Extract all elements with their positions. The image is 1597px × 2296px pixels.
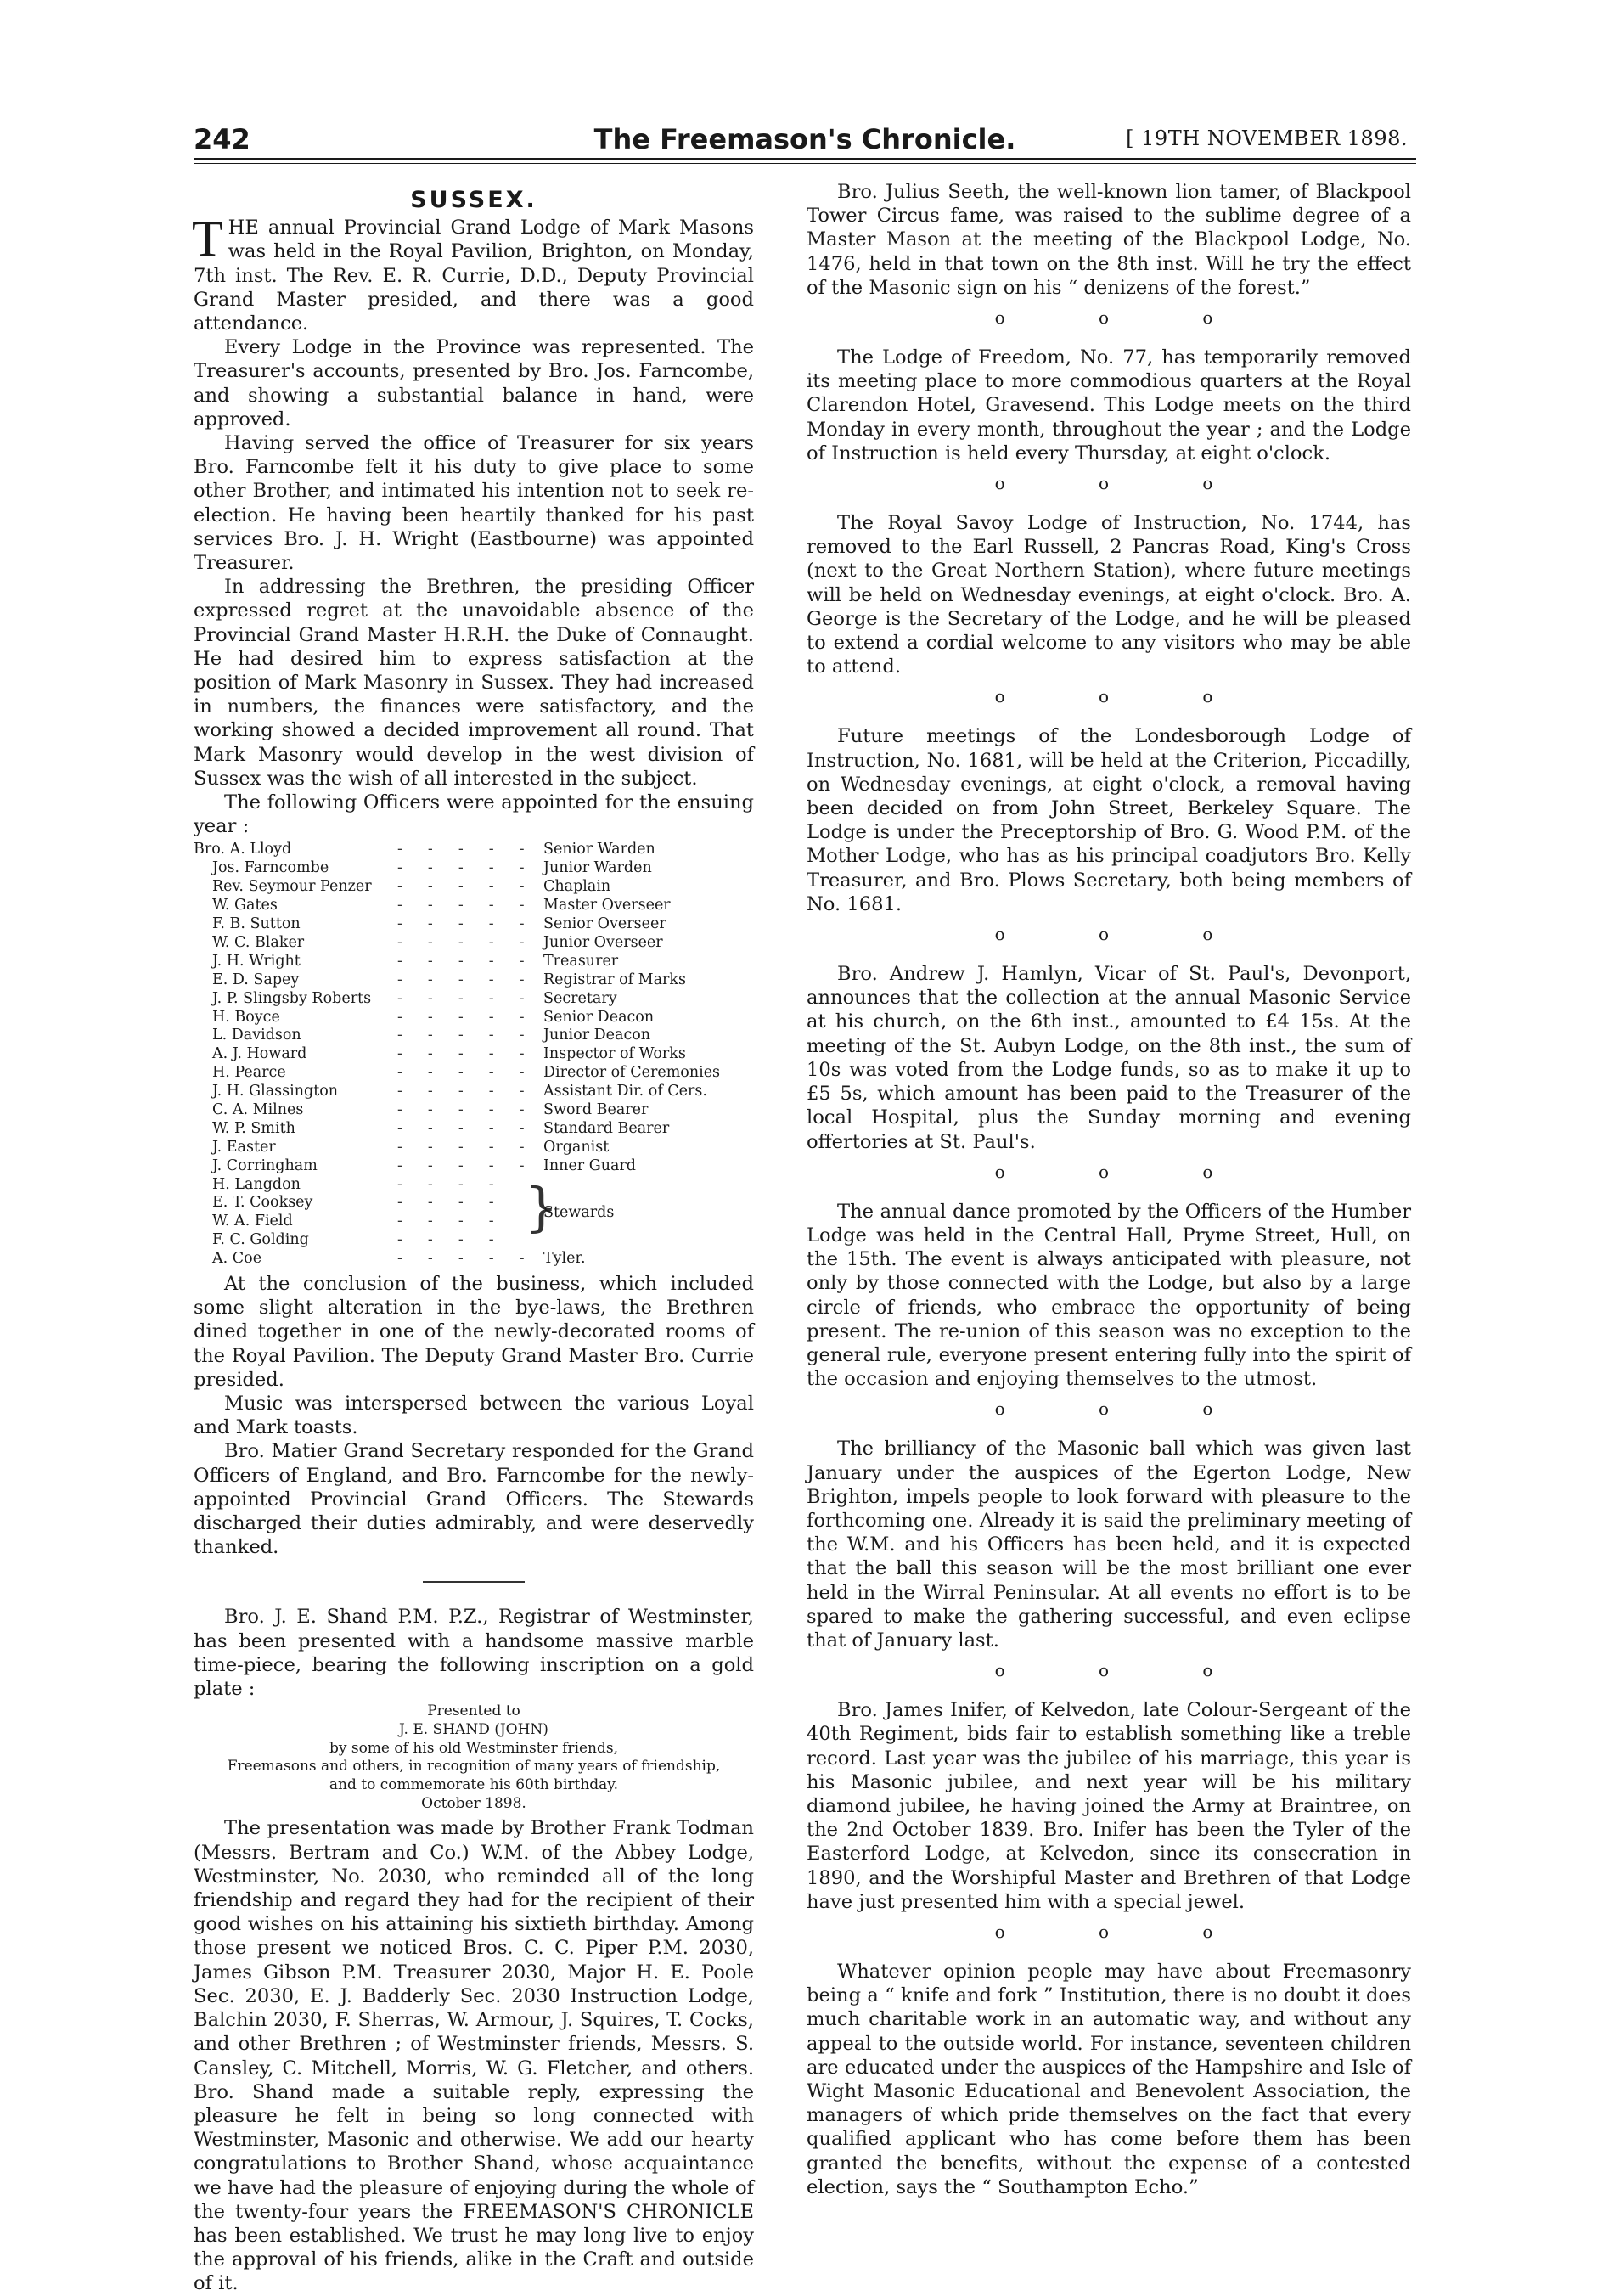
article-paragraph: Music was interspersed between the various Loyal and Mark toasts.	[194, 1393, 754, 1439]
officer-row: Rev. Seymour Penzer ----- Chaplain	[212, 878, 611, 896]
steward-row: E. T. Cooksey ----	[212, 1194, 520, 1212]
officer-row: J. Easter ----- Organist	[212, 1138, 610, 1156]
news-item: The Lodge of Freedom, No. 77, has temporarily removed its meeting place to more commodious quarters at the Royal Clarendon Hotel, Gravesend. This Lodge meets on the third Monday in every month, throughout the year ; and the Lodge of Instruction is held every Thursday, at eight o'clock.	[807, 346, 1411, 464]
steward-row: F. C. Golding ----	[212, 1231, 520, 1249]
item-separator: o o o	[994, 1921, 1257, 1942]
officer-row: F. B. Sutton ----- Senior Overseer	[212, 915, 666, 933]
inscription-line: by some of his old Westminster friends,	[329, 1739, 619, 1757]
news-item: Bro. Andrew J. Hamlyn, Vicar of St. Paul's, Devonport, announces that the collection at the annual Masonic Service at his church, on the 6th inst., amounted to £4 15s. At the meeting of the St. Aubyn Lodge, on the 8th inst., the sum of 10s was voted from the Lodge funds, so as to make it up to £5 5s, which amount has been paid to the Treasurer of the local Hospital, plus the Sunday morning and evening offertories at St. Paul's.	[807, 963, 1411, 1153]
item-separator: o o o	[994, 1660, 1257, 1681]
newspaper-title: The Freemason's Chronicle.	[593, 123, 1016, 155]
item-separator: o o o	[994, 1398, 1257, 1420]
officer-row: E. D. Sapey ----- Registrar of Marks	[212, 971, 686, 988]
article-paragraph: Every Lodge in the Province was represented. The Treasurer's accounts, presented by Bro. Jos. Farncombe, and showing a substantial balance in hand, were approved.	[194, 336, 754, 430]
inscription-line: J. E. SHAND (JOHN)	[399, 1720, 548, 1738]
section-divider	[423, 1581, 525, 1583]
officer-row: Bro. A. Lloyd ----- Senior Warden	[194, 841, 655, 858]
officer-row: W. Gates ----- Master Overseer	[212, 897, 671, 914]
item-separator: o o o	[994, 473, 1257, 494]
news-item: The Royal Savoy Lodge of Instruction, No. 1744, has removed to the Earl Russell, 2 Pancras Road, King's Cross (next to the Great Northern Station), where future meetings will be held on Wednesday evenings, at eight o'clock. Bro. A. George is the Secretary of the Lodge, and he will be pleased to extend a cordial welcome to any visitors who may be able to attend.	[807, 512, 1411, 678]
header-rule	[194, 158, 1416, 160]
article-paragraph: THE annual Provincial Grand Lodge of Mark Masons was held in the Royal Pavilion, Brighton, on Monday, 7th inst. The Rev. E. R. Currie, D.D., Deputy Provincial Grand Master presided, and there was a good attendance.	[192, 211, 754, 335]
news-item: Whatever opinion people may have about Freemasonry being a “ knife and fork ” Institution, there is no doubt it does much charitable work in an automatic way, and without any appeal to the outside world. For instance, seventeen children are educated under the auspices of the Hampshire and Isle of Wight Masonic Educational and Benevolent Association, the managers of which pride themselves on the fact that every qualified applicant who has come before them has been granted the benefits, without the expense of a contested election, says the “ Southampton Echo.”	[807, 1960, 1411, 2198]
inscription-line: Freemasons and others, in recognition of many years of friendship,	[227, 1758, 721, 1775]
officer-row: J. H. Wright ----- Treasurer	[212, 952, 619, 970]
left-column	[194, 180, 754, 2296]
article-paragraph: Bro. J. E. Shand P.M. P.Z., Registrar of Westminster, has been presented with a handsome massive marble time-piece, bearing the following inscription on a gold plate :	[194, 1606, 754, 1701]
news-item: The brilliancy of the Masonic ball which was given last January under the auspices of the Egerton Lodge, New Brighton, impels people to look forward with pleasure to the forthcoming one. Already it is said the preliminary meeting of the W.M. and his Officers has been held, and it is expected that the ball this season will be the most brilliant one ever held in the Wirral Peninsular. At all events no effort is to be spared to make the gathering successful, and even eclipse that of January last.	[807, 1438, 1411, 1652]
officer-row: A. J. Howard ----- Inspector of Works	[212, 1045, 686, 1063]
officer-row: J. H. Glassington ----- Assistant Dir. of Cers.	[212, 1083, 707, 1100]
item-separator: o o o	[994, 1161, 1257, 1182]
item-separator: o o o	[994, 307, 1257, 329]
inscription-line: October 1898.	[421, 1794, 526, 1812]
steward-row: W. A. Field ----	[212, 1213, 520, 1230]
steward-row: H. Langdon ----	[212, 1175, 520, 1193]
officer-row: J. Corringham ----- Inner Guard	[212, 1156, 636, 1174]
news-item: Bro. James Inifer, of Kelvedon, late Colour-Sergeant of the 40th Regiment, bids fair to establish something like a treble record. Last year was the jubilee of his marriage, this year is his Masonic jubilee, and next year will be his military diamond jubilee, he having joined the Army at Braintree, on the 2nd October 1839. Bro. Inifer has been the Tyler of the Easterford Lodge, at Kelvedon, since its consecration in 1890, and the Worshipful Master and Brethren of that Lodge have just presented him with a special jewel.	[807, 1699, 1411, 1913]
article-paragraph: In addressing the Brethren, the presiding Officer expressed regret at the unavoidable absence of the Provincial Grand Master H.R.H. the Duke of Connaught. He had desired him to express satisfaction at the position of Mark Masonry in Sussex. They had increased in numbers, the finances were satisfactory, and the working showed a decided improvement all round. That Mark Masonry would develop in the west division of Sussex was the wish of all interested in the subject.	[194, 576, 754, 790]
inscription-line: Presented to	[427, 1702, 520, 1720]
inscription	[194, 1702, 754, 1813]
officer-row: J. P. Slingsby Roberts ----- Secretary	[212, 989, 617, 1007]
article-paragraph: The presentation was made by Brother Frank Todman (Messrs. Bertram and Co.) W.M. of the Abbey Lodge, Westminster, No. 2030, who reminded all of the long friendship and regard they had for the recipient of their good wishes on his attaining his sixtieth birthday. Among those present we noticed Bros. C. C. Piper P.M. 2030, James Gibson P.M. Treasurer 2030, Major H. E. Poole Sec. 2030, E. J. Badderly Sec. 2030 Instruction Lodge, Balchin 2030, F. Sherras, W. Armour, J. Squires, T. Cocks, and other Brethren ; of Westminster friends, Messrs. S. Cansley, C. Mitchell, Morris, W. G. Fletcher, and others. Bro. Shand made a suitable reply, expressing the pleasure he felt in being so long connected with Westminster, Masonic and otherwise. We add our hearty congratulations to Brother Shand, whose acquaintance we have had the pleasure of enjoying during the whole of the twenty-four years the FREEMASON'S CHRONICLE has been established. We trust he may long live to enjoy the approval of his friends, alike in the Craft and outside of it.	[194, 1817, 754, 2295]
article-paragraph: Bro. Matier Grand Secretary responded for the Grand Officers of England, and Bro. Farncombe for the newly-appointed Provincial Grand Officers. The Stewards discharged their duties admirably, and were deservedly thanked.	[194, 1440, 754, 1559]
officer-row: H. Boyce ----- Senior Deacon	[212, 1008, 655, 1026]
officer-row: Jos. Farncombe ----- Junior Warden	[212, 859, 652, 877]
news-item: The annual dance promoted by the Officers of the Humber Lodge was held in the Central Hall, Pryme Street, Hull, on the 15th. The event is always anticipated with pleasure, not only by those connected with the Lodge, but also by a large circle of friends, who embrace the opportunity of being present. The re-union of this season was no exception to the general rule, everyone present entering fully into the spirit of the occasion and enjoying themselves to the utmost.	[807, 1200, 1411, 1391]
drop-cap: T	[192, 211, 223, 267]
officer-row: W. P. Smith ----- Standard Bearer	[212, 1119, 670, 1137]
stewards-label: Stewards	[543, 1203, 615, 1221]
news-item: Bro. Julius Seeth, the well-known lion tamer, of Blackpool Tower Circus fame, was raised to the sublime degree of a Master Mason at the meeting of the Blackpool Lodge, No. 1476, held in that town on the 8th inst. Will he try the effect of the Masonic sign on his “ denizens of the forest.”	[807, 181, 1411, 299]
article-paragraph: The following Officers were appointed for the ensuing year :	[194, 791, 754, 838]
header-rule-thin	[194, 163, 1416, 164]
item-separator: o o o	[994, 686, 1257, 707]
officer-row: H. Pearce ----- Director of Ceremonies	[212, 1064, 721, 1082]
inscription-line: and to commemorate his 60th birthday.	[329, 1776, 619, 1794]
officer-row: A. Coe ----- Tyler.	[212, 1250, 586, 1268]
issue-date: [ 19TH NOVEMBER 1898.	[1126, 127, 1408, 150]
officer-row: W. C. Blaker ----- Junior Overseer	[212, 933, 663, 951]
news-item: Future meetings of the Londesborough Lodge of Instruction, No. 1681, will be held at the Criterion, Piccadilly, on Wednesday evenings, at eight o'clock, a removal having been decided on from John Street, Berkeley Square. The Lodge is under the Preceptorship of Bro. G. Wood P.M. of the Mother Lodge, who has as his principal coadjutors Bro. Kelly Treasurer, and Bro. Plows Secretary, both being members of No. 1681.	[807, 725, 1411, 915]
section-title: SUSSEX.	[410, 187, 537, 213]
officers-list	[194, 841, 754, 1269]
article-paragraph: At the conclusion of the business, which included some slight alteration in the bye-laws, the Brethren dined together in one of the newly-decorated rooms of the Royal Pavilion. The Deputy Grand Master Bro. Currie presided.	[194, 1273, 754, 1391]
item-separator: o o o	[994, 924, 1257, 945]
page-number: 242	[194, 123, 250, 155]
officer-row: C. A. Milnes ----- Sword Bearer	[212, 1100, 649, 1118]
right-column	[807, 180, 1411, 2199]
page-header	[194, 123, 1416, 157]
stewards-group	[194, 1176, 754, 1251]
article-paragraph: Having served the office of Treasurer for six years Bro. Farncombe felt it his duty to give place to some other Brother, and intimated his intention not to seek re-election. He having been heartily thanked for his past services Bro. J. H. Wright (Eastbourne) was appointed Treasurer.	[194, 432, 754, 575]
officer-row: L. Davidson ----- Junior Deacon	[212, 1027, 651, 1044]
brace-icon: }	[525, 1175, 559, 1238]
